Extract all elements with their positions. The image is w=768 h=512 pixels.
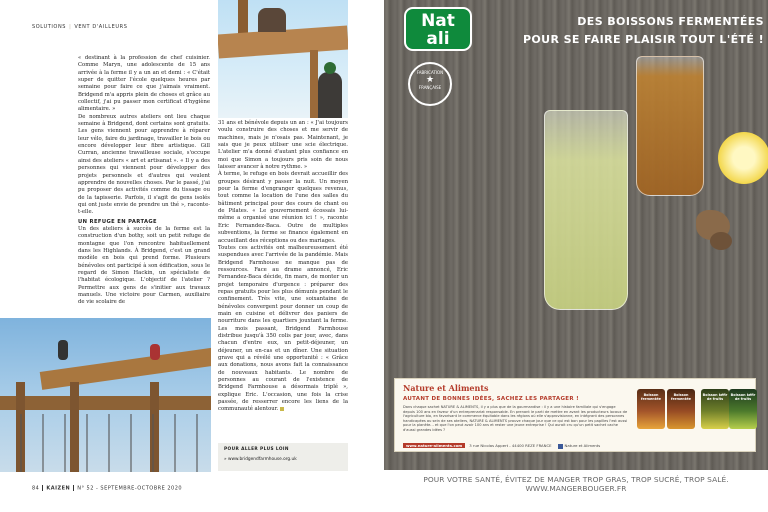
brand-description: Dans chaque sachet NATURE & ALIMENTS, il y a plus que de la gourmandise : il y a une histoire familiale qui s'engage depuis 100 ans en faveur d'un entreprenariat responsable. En prenant le parti de mettre en avant les producteurs locaux de l'agriculture bio, en favorisant le commerce équitable dans les régions où elle s'approvisionne, en intégrant des personnes handicapées au sein de ses ateliers, NATURE & ALIMENTS prouve chaque jour que ce qui est bon pour les papilles l'est aussi pour la planète... et que l'on peut avoir 100 ans et rester une jeune entreprise ! Qui aurait cru qu'un petit sachet cache d'aussi grandes idées ? bbox=[403, 405, 628, 432]
subsection-label: VENT D'AILLEURS bbox=[74, 24, 128, 30]
paragraph: À terme, le refuge en bois devrait accueillir des groupes désirant y passer la nuit. Un moyen pour la ferme d'engranger quelques revenus, tout comme la location de l'une des salles du bâtiment principal pour des cours de chant ou de Pilates. « Le gouvernement écossais lui-même a organisé une réunion ici ! », raconte Eric Fernandez-Baca. Outre de multiples subventions, la ferme se finance également en accueillant des réceptions ou des mariages. bbox=[218, 171, 348, 244]
photo-timber-frame bbox=[0, 318, 211, 472]
article-column-1 bbox=[78, 55, 210, 307]
paragraph: De nombreux autres ateliers ont lieu chaque semaine à Bridgend, dont certains sont gratuits. Les gens viennent pour apprendre à réparer leur vélo, faire du jardinage, travailler le bois ou encore développer leur fibre artistique. Gill Curran, ancienne travailleuse sociale, s'occupe ainsi des ateliers « art et artisanat ». « Il y a des personnes qui viennent pour développer des projets personnels et d'autres qui veulent apprendre de nouvelles choses. Par le passé, j'ai pu proposer des activités comme du tissage ou de la tapisserie. Parfois, il s'agit de gens isolés qui ont juste envie de prendre un thé », raconte-t-elle. bbox=[78, 113, 210, 216]
further-reading-box bbox=[218, 443, 348, 471]
photo-workers-on-roof bbox=[218, 0, 348, 118]
brand-website[interactable]: www.nature-aliments.com bbox=[403, 443, 465, 448]
pale-drink-glass bbox=[544, 110, 628, 310]
paragraph: Un des ateliers à succès de la ferme est la construction d'un bothy, soit un petit refuge de montagne que l'on rencontre habituellement dans les Highlands. À Bridgend, c'est un grand modèle en bois qui prend forme. Plusieurs bénévoles ont participé à son édification, sous le regard de Simon Hackin, un spécialiste de l'habitat écologique. L'objectif de l'atelier ? Permettre aux gens de s'initier aux travaux manuels. Une victoire pour Carmen, auxiliaire de vie scolaire de bbox=[78, 225, 210, 306]
brand-name: Nature et Aliments bbox=[403, 383, 489, 393]
paragraph: « destinant à la profession de chef cuisinier. Comme Maryn, une adolescente de 15 ans arrivée à la ferme il y a un an et demi : « C'était super de quitter l'école quelques heures par semaine pour faire ce que j'aimais vraiment. Bridgend m'a appris plein de choses et grâce au collectif, j'ai pu passer mon certificat d'hygiène alimentaire. » bbox=[78, 55, 210, 113]
paragraph: 31 ans et bénévole depuis un an : « J'ai toujours voulu construire des choses et me servir de machines, mais je n'osais pas. Maintenant, je sais que je peux utiliser une scie électrique. L'atelier m'a donné d'autant plus confiance en moi que Simon a toujours pris soin de nous laisser avancer à notre rythme. » bbox=[218, 120, 348, 171]
product-pack: Boisson kéfir de fruits bbox=[701, 389, 729, 429]
magazine-name: KAIZEN bbox=[46, 485, 71, 492]
further-reading-title: POUR ALLER PLUS LOIN bbox=[224, 447, 289, 452]
product-pack: Boisson fermentée bbox=[637, 389, 665, 429]
page-number: 84 bbox=[32, 485, 40, 492]
french-made-seal: FABRICATION ★ FRANÇAISE bbox=[408, 62, 452, 106]
paragraph-text: Toutes ces activités ont malheureusement été suspendues avec l'arrivée de la pandémie. Mais Bridgend Farmhouse ne manque pas de ressources. Face au drame annoncé, Eric Fernandez-Baca décide, fin mars, de monter un projet temporaire d'urgence : préparer des repas gratuits pour les plus démunis pendant le confinement. Très vite, une soixantaine de bénévoles convergent pour donner un coup de main en cuisine et délivrer des paniers de nourriture dans les quartiers jouxtant la ferme. Les mois passant, Bridgend Farmhouse distribue jusqu'à 350 colis par jour, avec, dans chacun d'entre eux, un petit-déjeuner, un déjeuner, un en-cas et un dîner. Une situation grave qui a révélé une opportunité : « Grâce aux donations, nous avons fait la connaissance de nouveaux habitants. Le nombre de personnes au courant de l'existence de Bridgend Farmhouse a désormais triplé », explique Eric. L'occasion, une fois la crise passée, de resserrer encore les liens de la communauté alentour. bbox=[218, 244, 348, 413]
section-header bbox=[32, 24, 128, 30]
health-notice: POUR VOTRE SANTÉ, ÉVITEZ DE MANGER TROP GRAS, TROP SUCRÉ, TROP SALÉ. WWW.MANGERBOUGER.FR bbox=[384, 470, 768, 512]
product-pack: Boisson fermentée bbox=[667, 389, 695, 429]
page-footer bbox=[32, 485, 182, 492]
natali-logo: Nat ali bbox=[404, 7, 472, 51]
article-column-2 bbox=[218, 120, 348, 414]
right-page-advertisement bbox=[384, 0, 768, 512]
dried-fig bbox=[710, 232, 732, 250]
further-reading-link[interactable]: » www.bridgendfarmhouse.org.uk bbox=[224, 457, 297, 462]
paragraph bbox=[218, 245, 348, 414]
star-icon: ★ bbox=[425, 75, 435, 85]
facebook-icon bbox=[558, 444, 563, 449]
facebook-page: Nature et Aliments bbox=[564, 443, 601, 448]
header-separator: | bbox=[69, 24, 72, 30]
subheading: UN REFUGE EN PARTAGE bbox=[78, 218, 158, 225]
section-label: SOLUTIONS bbox=[32, 24, 67, 30]
issue-info: N° 52 - SEPTEMBRE-OCTOBRE 2020 bbox=[77, 485, 183, 492]
brand-info-box bbox=[394, 378, 756, 452]
product-pack: Boisson kéfir de fruits bbox=[729, 389, 757, 429]
brand-contact bbox=[403, 443, 600, 449]
end-mark bbox=[280, 407, 284, 411]
lemon-slice bbox=[718, 132, 768, 184]
brand-address: 3 rue Nicolas Appert - 44400 REZE FRANCE bbox=[469, 443, 552, 448]
ad-headline: DES BOISSONS FERMENTÉES POUR SE FAIRE PLAISIR TOUT L'ÉTÉ ! bbox=[522, 15, 764, 46]
amber-drink-glass bbox=[636, 56, 704, 196]
brand-tagline: AUTANT DE BONNES IDÉES, SACHEZ LES PARTAGER ! bbox=[403, 396, 579, 402]
